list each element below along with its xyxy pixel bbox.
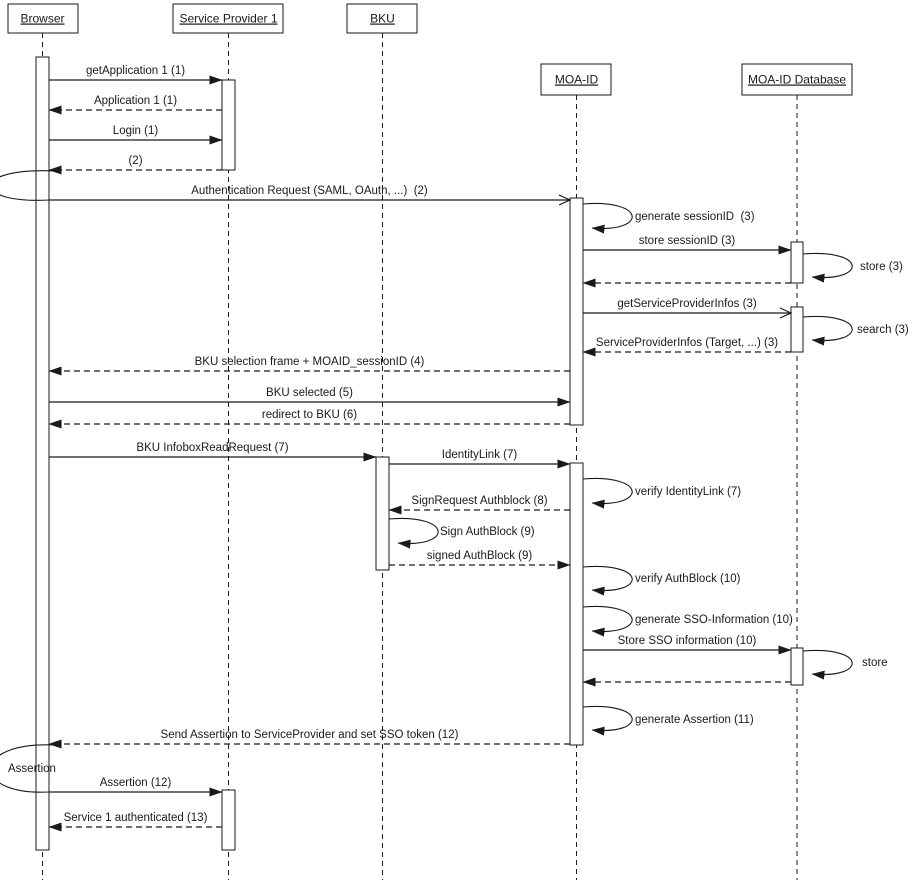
self-message-arc [583, 606, 632, 631]
message-label: SignRequest Authblock (8) [411, 495, 548, 507]
self-message-label: store (3) [860, 261, 903, 273]
activation-bar-moa-id-database [791, 648, 803, 685]
message-label: Send Assertion to ServiceProvider and set SSO token (12) [160, 729, 459, 741]
message-label: Application 1 (1) [93, 95, 178, 107]
self-message-label: search (3) [857, 324, 909, 336]
message-label: Authentication Request (SAML, OAuth, ...) (2) [191, 185, 428, 197]
activation-bar-bku [376, 457, 389, 570]
activation-bar-moa-id-database [791, 307, 803, 352]
self-message-label: verify AuthBlock (10) [635, 573, 741, 585]
message-label: Assertion (12) [99, 777, 172, 789]
message-label: Login (1) [112, 125, 159, 137]
message-label: Service 1 authenticated (13) [63, 812, 208, 824]
message-label: BKU InfoboxReadRequest (7) [136, 442, 289, 454]
actor-label-bku: BKU [370, 11, 395, 26]
message-label: (2) [128, 155, 143, 167]
self-message-label: Sign AuthBlock (9) [440, 526, 535, 538]
message-label: getApplication 1 (1) [85, 65, 186, 77]
activation-bar-service-provider-1 [222, 80, 235, 170]
actor-label-moa-id-database: MOA-ID Database [747, 72, 847, 87]
message-label: Store SSO information (10) [617, 635, 757, 647]
self-message-label: generate sessionID (3) [635, 211, 755, 223]
activation-bar-moa-id [570, 463, 583, 745]
activation-bar-browser [36, 57, 49, 850]
self-message-arc [583, 478, 632, 503]
self-message-arc [389, 518, 438, 543]
message-label: BKU selected (5) [266, 387, 353, 399]
message-label: getServiceProviderInfos (3) [617, 298, 757, 310]
self-message-label: verify IdentityLink (7) [635, 486, 742, 498]
self-message-arc [803, 253, 852, 277]
message-label: signed AuthBlock (9) [426, 550, 533, 562]
self-message-arc [583, 566, 632, 590]
self-message-label: generate SSO-Information (10) [635, 614, 793, 626]
self-message-arc [803, 650, 852, 674]
self-message-arc [583, 203, 632, 228]
browser-loop-label: Assertion [8, 763, 56, 775]
message-label: ServiceProviderInfos (Target, ...) (3) [595, 337, 779, 349]
actor-label-service-provider-1: Service Provider 1 [179, 11, 278, 26]
self-message-arc [803, 316, 852, 340]
message-label: redirect to BKU (6) [261, 409, 358, 421]
message-label: store sessionID (3) [638, 235, 736, 247]
message-label: BKU selection frame + MOAID_sessionID (4) [194, 356, 425, 368]
actor-label-browser: Browser [20, 11, 65, 26]
self-message-label: generate Assertion (11) [635, 714, 754, 726]
actor-label-moa-id: MOA-ID [554, 72, 599, 87]
message-label: IdentityLink (7) [441, 449, 518, 461]
activation-bar-moa-id-database [791, 242, 803, 283]
activation-bar-service-provider-1 [222, 790, 235, 850]
self-message-label: store [862, 657, 888, 669]
self-message-arc [583, 706, 632, 730]
activation-bar-moa-id [570, 198, 583, 425]
